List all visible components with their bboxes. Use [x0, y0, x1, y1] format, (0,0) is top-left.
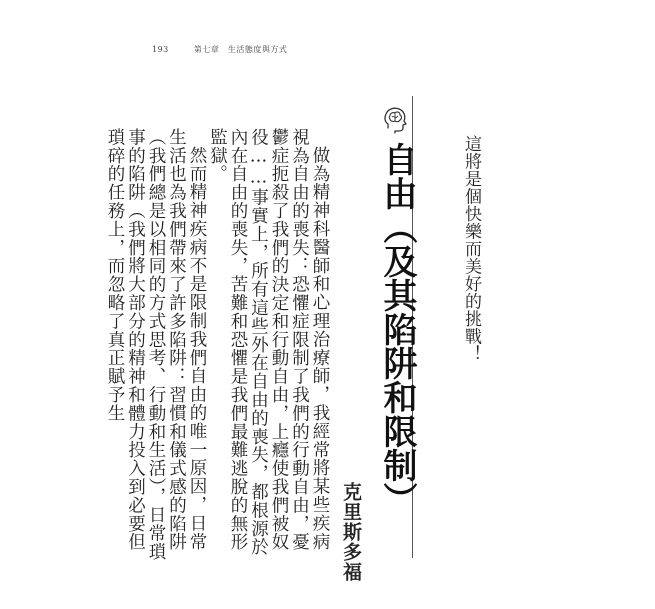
- chapter-title-sub: （及其陷阱和限制）: [377, 210, 417, 516]
- body-paragraph: 做為精神科醫師和心理治療師，我經常將某些疾病視為自由的喪失：恐懼症限制了我們的行動自由，憂鬱症扼殺了我們的決定和行動自由，上癮使我們被奴役……事實上，所有這些外在自由的喪失，都根源於內在自由的喪失，苦難和恐懼是我們最難逃脫的無形監獄。: [207, 128, 330, 557]
- page-number: 193: [152, 45, 169, 54]
- running-title: 第七章 生活態度與方式: [193, 45, 288, 54]
- intro-line: 這將是個快樂而美好的挑戰！: [461, 135, 481, 363]
- running-header: [152, 44, 287, 55]
- body-text: [105, 128, 330, 568]
- author-name: 克里斯多福: [340, 482, 362, 582]
- chapter-title: [378, 142, 416, 516]
- chapter-title-main: 自由: [377, 142, 417, 210]
- brain-head-icon: [382, 106, 410, 134]
- body-paragraph: 然而精神疾病不是限制我們自由的唯一原因，日常生活也為我們帶來了許多陷阱：習慣和儀式感的陷阱（我們總是以相同的方式思考、行動和生活），日常瑣事的陷阱（我們將大部分的精神和體力投入到必要但瑣碎的任務上，而忽略了真正賦予生: [105, 128, 207, 561]
